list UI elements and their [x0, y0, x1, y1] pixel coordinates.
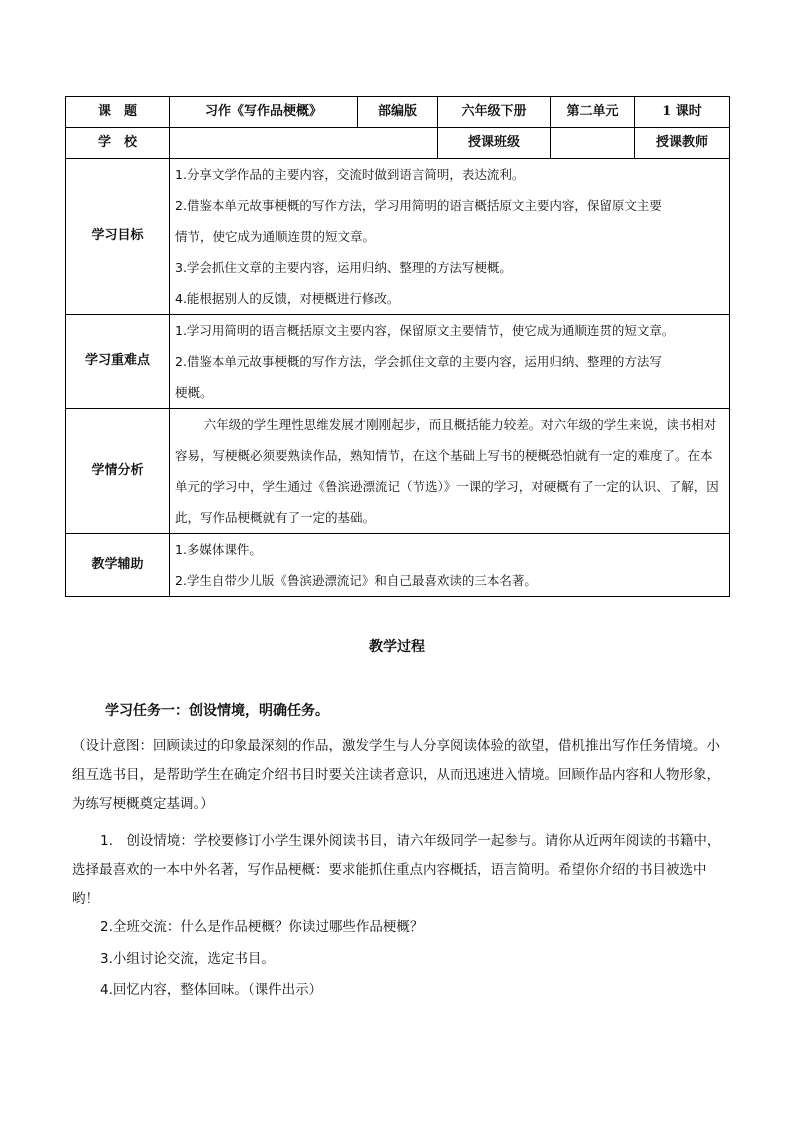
label-aids: 教学辅助 [66, 534, 170, 597]
hours-value: 1 课时 [635, 97, 730, 128]
grade-value: 六年级下册 [438, 97, 551, 128]
objective-line: 情节，使它成为通顺连贯的短文章。 [175, 229, 376, 244]
label-key-points: 学习重难点 [66, 315, 170, 409]
row-topic [66, 97, 730, 128]
task-title: 学习任务一：创设情境，明确任务。 [105, 703, 329, 719]
section-title: 教学过程 [369, 639, 425, 655]
label-topic: 课 题 [66, 97, 170, 128]
row-aids [66, 534, 730, 597]
class-value [551, 128, 635, 159]
unit-value: 第二单元 [551, 97, 635, 128]
objective-line: 2.借鉴本单元故事梗概的写作方法，学习用简明的语言概括原文主要内容，保留原文主要 [175, 198, 662, 213]
key-points-content [170, 315, 730, 409]
objective-line: 4.能根据别人的反馈，对梗概进行修改。 [175, 291, 400, 306]
label-school: 学 校 [66, 128, 170, 159]
row-objectives [66, 159, 730, 315]
key-point-line: 1.学习用简明的语言概括原文主要内容，保留原文主要情节，使它成为通顺连贯的短文章。 [175, 323, 675, 338]
row-school [66, 128, 730, 159]
row-analysis [66, 409, 730, 534]
label-objectives: 学习目标 [66, 159, 170, 315]
label-analysis: 学情分析 [66, 409, 170, 534]
label-teacher: 授课教师 [635, 128, 730, 159]
key-point-line: 2.借鉴本单元故事梗概的写作方法，学会抓住文章的主要内容，运用归纳、整理的方法写 [175, 354, 662, 369]
objective-line: 3.学会抓住文章的主要内容，运用归纳、整理的方法写梗概。 [175, 260, 512, 275]
step-4: 4.回忆内容，整体回味。（课件出示） [100, 982, 323, 998]
lesson-info-table [65, 96, 730, 597]
edition-value: 部编版 [358, 97, 438, 128]
row-key-points [66, 315, 730, 409]
school-value [170, 128, 438, 159]
analysis-content [170, 409, 730, 534]
step-1: 1. 创设情境：学校要修订小学生课外阅读书目，请六年级同学一起参与。请你从近两年阅读的书籍中，选择最喜欢的一本中外名著，写作品梗概：要求能抓住重点内容概括，语言简明。希望你介绍的书目被选中哟！ [72, 833, 721, 907]
analysis-text: 六年级的学生理性思维发展才刚刚起步，而且概括能力较差。对六年级的学生来说，读书相对容易，写梗概必须要熟读作品，熟知情节，在这个基础上写书的梗概恐怕就有一定的难度了。在本单元的学习中，学生通过《鲁滨逊漂流记（节选）》一课的学习，对硬概有了一定的认识、了解，因此，写作品梗概就有了一定的基础。 [175, 417, 719, 525]
step-2: 2.全班交流：什么是作品梗概？你读过哪些作品梗概？ [100, 919, 424, 935]
objective-line: 1.分享文学作品的主要内容，交流时做到语言简明，表达流利。 [175, 167, 525, 182]
design-intent: （设计意图：回顾读过的印象最深刻的作品，激发学生与人分享阅读体验的欲望，借机推出写作任务情境。小组互选书目，是帮助学生在确定介绍书目时要关注读者意识，从而迅速进入情境。回顾作品内容和人物形象，为练写梗概奠定基调。） [72, 738, 720, 812]
aids-content [170, 534, 730, 597]
label-class: 授课班级 [438, 128, 551, 159]
aid-line: 1.多媒体课件。 [175, 542, 262, 557]
objectives-content [170, 159, 730, 315]
topic-value: 习作《写作品梗概》 [170, 97, 358, 128]
aid-line: 2.学生自带少儿版《鲁滨逊漂流记》和自己最喜欢读的三本名著。 [175, 573, 537, 588]
key-point-line: 梗概。 [175, 385, 213, 400]
step-3: 3.小组讨论交流，选定书目。 [100, 951, 275, 967]
